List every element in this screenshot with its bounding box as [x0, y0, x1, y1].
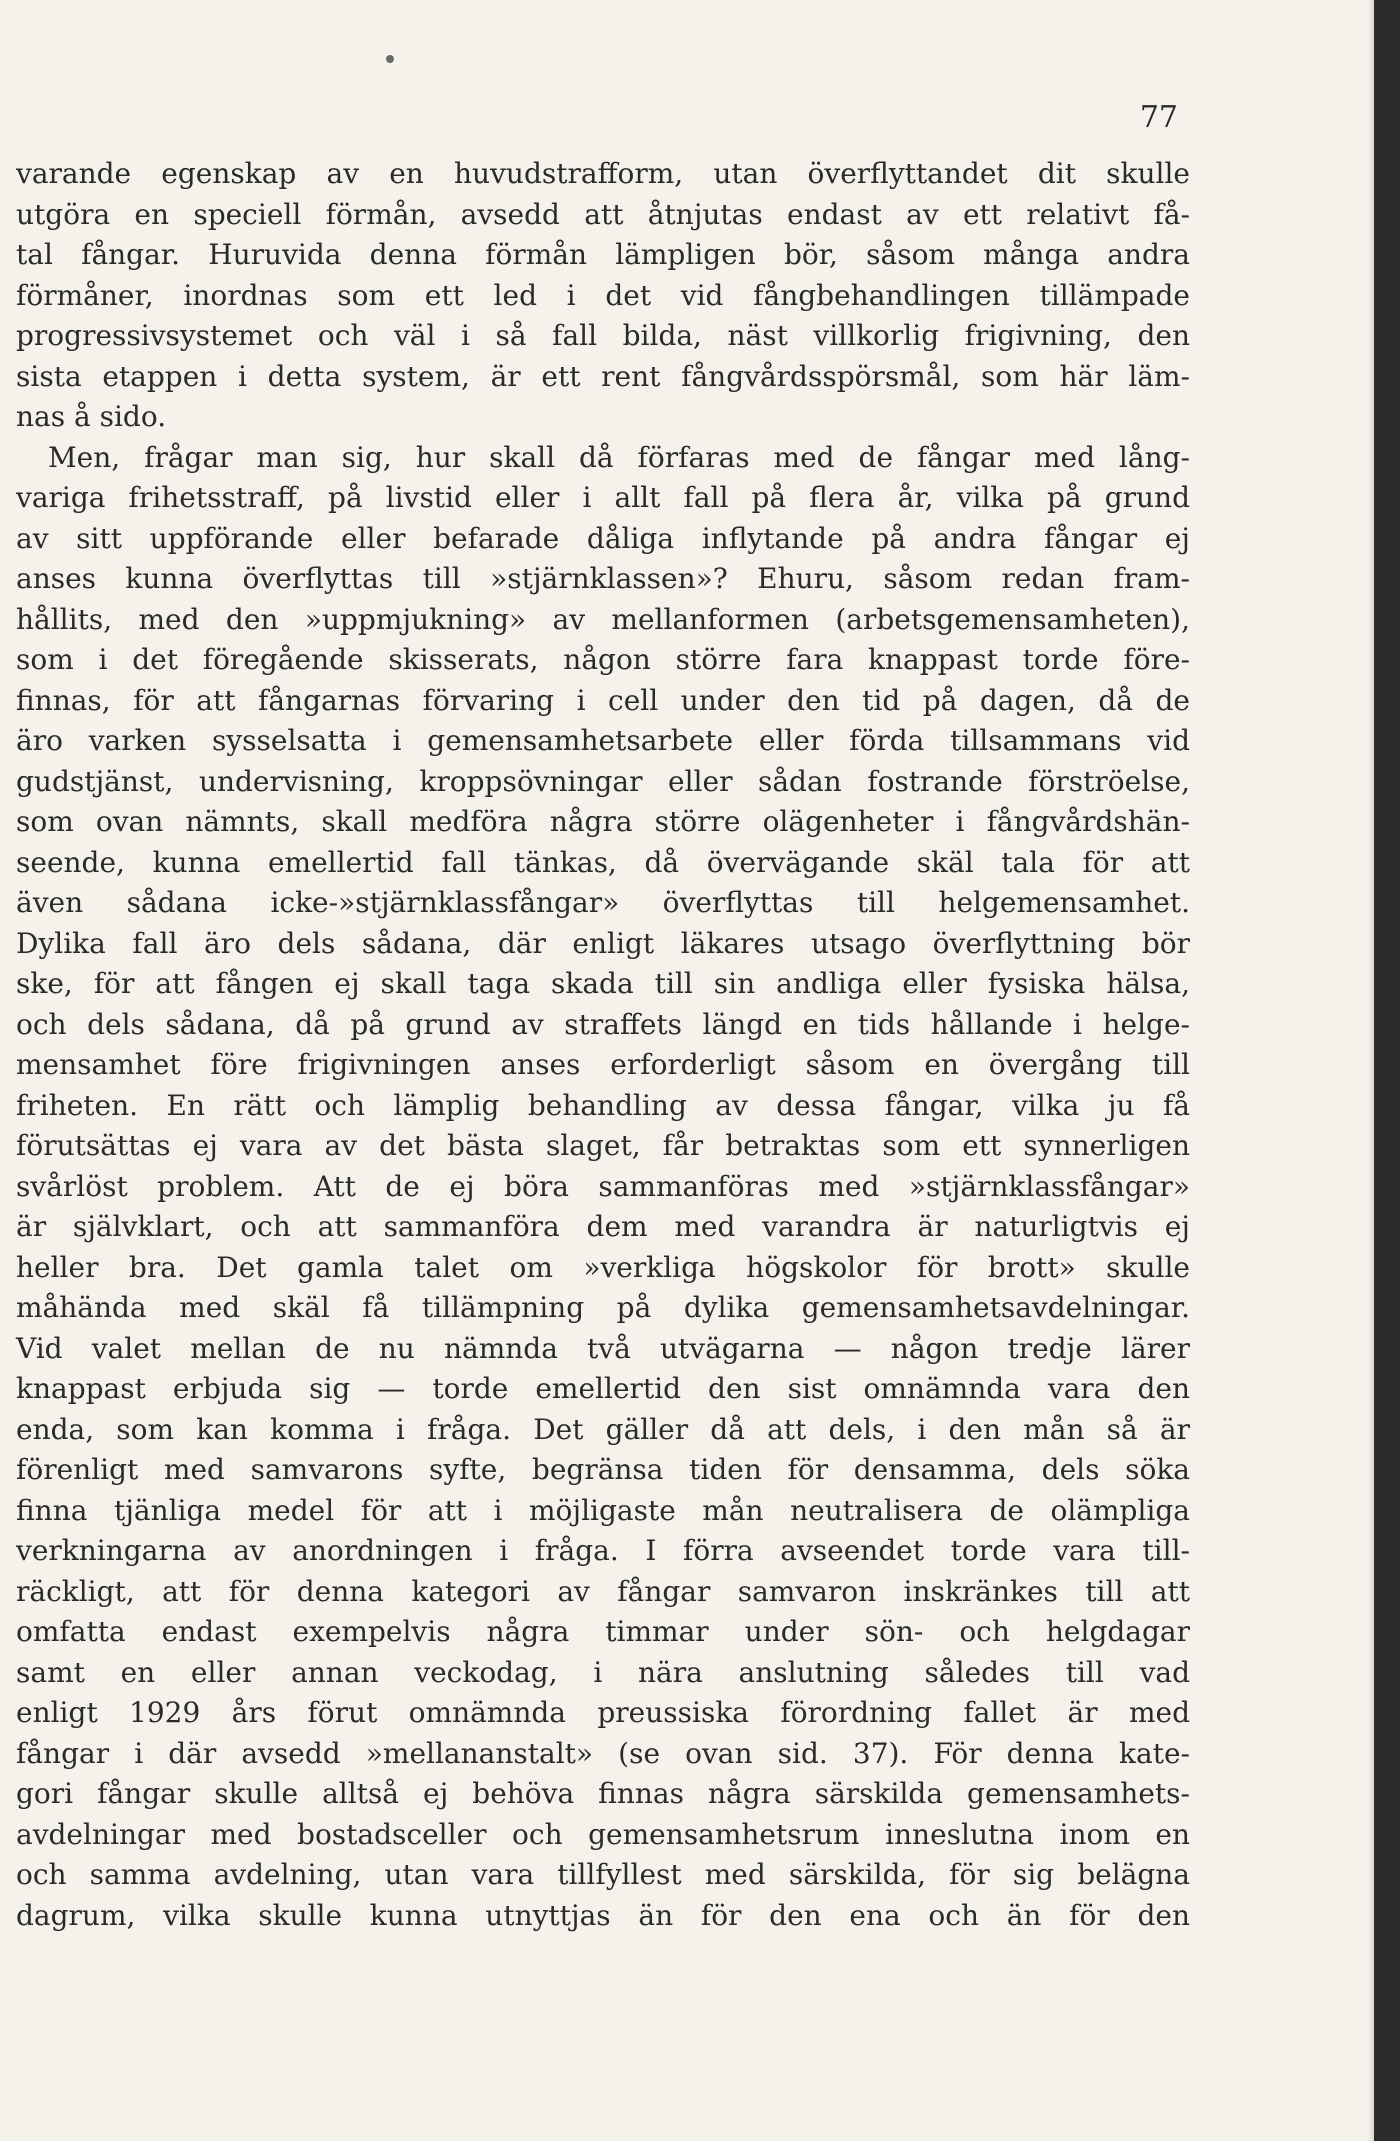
text-line: knappast erbjuda sig — torde emellertid den sist omnämnda vara den — [16, 1372, 1190, 1405]
text-line: svårlöst problem. Att de ej böra sammanföras med »stjärnklassfångar» — [16, 1169, 1190, 1203]
text-line: omfatta endast exempelvis några timmar under sön- och helgdagar — [16, 1615, 1190, 1648]
text-line: samt en eller annan veckodag, i nära anslutning således till vad — [16, 1655, 1190, 1689]
text-line: måhända med skäl få tillämpning på dylika gemensamhetsavdelningar. — [16, 1291, 1190, 1324]
text-line: Dylika fall äro dels sådana, där enligt läkares utsago överflyttning bör — [16, 926, 1190, 960]
text-line: Vid valet mellan de nu nämnda två utvägarna — någon tredje lärer — [16, 1331, 1190, 1365]
scan-border — [1374, 0, 1400, 2141]
text-line: finnas, för att fångarnas förvaring i cell under den tid på dagen, då de — [16, 683, 1190, 717]
text-line: utgöra en speciell förmån, avsedd att åtnjutas endast av ett relativt få- — [16, 197, 1190, 231]
text-line: som ovan nämnts, skall medföra några större olägenheter i fångvårdshän- — [16, 805, 1190, 838]
text-line: nas å sido. — [16, 400, 167, 433]
text-line: tal fångar. Huruvida denna förmån lämpligen bör, såsom många andra — [16, 238, 1190, 271]
text-line: variga frihetsstraff, på livstid eller i allt fall på flera år, vilka på grund — [16, 481, 1190, 514]
text-line: avdelningar med bostadsceller och gemensamhetsrum inneslutna inom en — [16, 1817, 1190, 1851]
text-line: är självklart, och att sammanföra dem med varandra är naturligtvis ej — [16, 1210, 1190, 1243]
text-line: friheten. En rätt och lämplig behandling av dessa fångar, vilka ju få — [16, 1088, 1190, 1122]
text-line: verkningarna av anordningen i fråga. I förra avseendet torde vara till- — [16, 1534, 1190, 1567]
text-line: av sitt uppförande eller befarade dåliga inflytande på andra fångar ej — [16, 521, 1190, 555]
text-line: heller bra. Det gamla talet om »verkliga högskolor för brott» skulle — [16, 1250, 1190, 1284]
text-line: även sådana icke-»stjärnklassfångar» överflyttas till helgemensamhet. — [16, 886, 1190, 919]
text-line: Men, frågar man sig, hur skall då förfaras med de fångar med lång- — [48, 440, 1190, 474]
text-line: enligt 1929 års förut omnämnda preussiska förordning fallet är med — [16, 1696, 1190, 1729]
text-line: fångar i där avsedd »mellananstalt» (se ovan sid. 37). För denna kate- — [16, 1736, 1190, 1770]
page-number: 77 — [1139, 100, 1178, 135]
text-line: äro varken sysselsatta i gemensamhetsarbete eller förda tillsammans vid — [16, 724, 1190, 757]
text-line: finna tjänliga medel för att i möjligaste mån neutralisera de olämpliga — [16, 1493, 1190, 1527]
text-line: mensamhet före frigivningen anses erforderligt såsom en övergång till — [16, 1048, 1190, 1081]
text-line: hållits, med den »uppmjukning» av mellanformen (arbetsgemensamheten), — [16, 602, 1190, 636]
text-line: förenligt med samvarons syfte, begränsa tiden för densamma, dels söka — [16, 1453, 1190, 1486]
body-text — [16, 154, 1190, 1936]
text-line: räckligt, att för denna kategori av fångar samvaron inskränkes till att — [16, 1574, 1190, 1608]
text-line: som i det föregående skisserats, någon större fara knappast torde före- — [16, 643, 1190, 676]
text-line: förutsättas ej vara av det bästa slaget, får betraktas som ett synnerligen — [16, 1129, 1190, 1162]
text-line: förmåner, inordnas som ett led i det vid fångbehandlingen tillämpade — [16, 278, 1190, 312]
text-line: sista etappen i detta system, är ett rent fångvårdsspörsmål, som här läm- — [16, 359, 1190, 393]
text-line: progressivsystemet och väl i så fall bilda, näst villkorlig frigivning, den — [16, 319, 1190, 352]
text-line: och samma avdelning, utan vara tillfyllest med särskilda, för sig belägna — [16, 1858, 1190, 1891]
text-line: gudstjänst, undervisning, kroppsövningar eller sådan fostrande förströelse, — [16, 764, 1190, 798]
text-line: enda, som kan komma i fråga. Det gäller då att dels, i den mån så är — [16, 1412, 1190, 1446]
ink-speck — [386, 55, 394, 63]
text-line: dagrum, vilka skulle kunna utnyttjas än för den ena och än för den — [16, 1898, 1190, 1932]
text-line: och dels sådana, då på grund av straffets längd en tids hållande i helge- — [16, 1007, 1190, 1041]
text-line: gori fångar skulle alltså ej behöva finnas några särskilda gemensamhets- — [16, 1777, 1190, 1810]
text-line: seende, kunna emellertid fall tänkas, då övervägande skäl tala för att — [16, 845, 1190, 879]
text-line: varande egenskap av en huvudstrafform, utan överflyttandet dit skulle — [16, 157, 1190, 190]
text-line: anses kunna överflyttas till »stjärnklassen»? Ehuru, såsom redan fram- — [16, 562, 1190, 595]
text-line: ske, för att fången ej skall taga skada till sin andliga eller fysiska hälsa, — [16, 967, 1190, 1000]
